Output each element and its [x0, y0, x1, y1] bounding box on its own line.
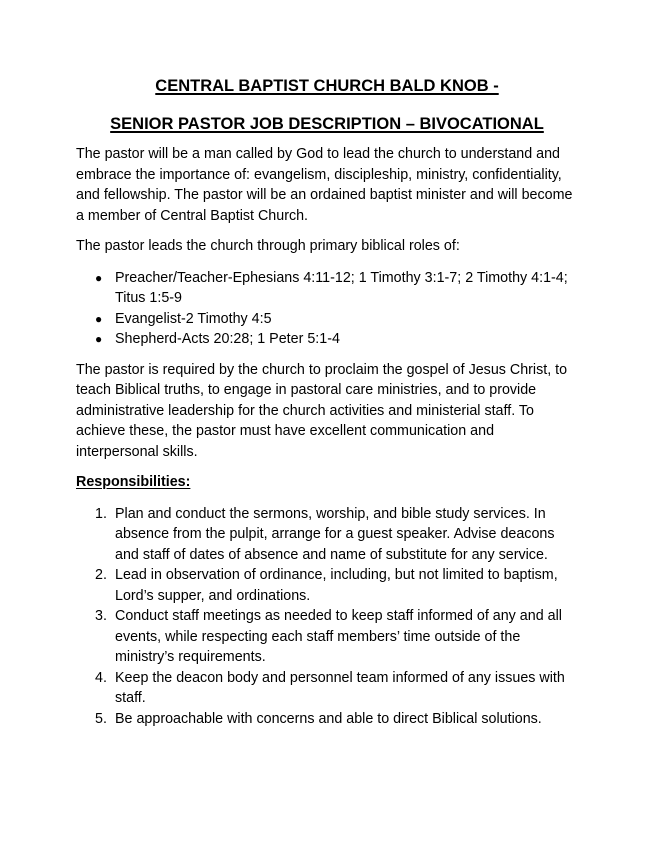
list-item	[76, 268, 578, 309]
item-number: 2.	[95, 567, 107, 583]
document-title-line-2: SENIOR PASTOR JOB DESCRIPTION – BIVOCATIONAL	[110, 115, 544, 133]
document-title-line-1: CENTRAL BAPTIST CHURCH BALD KNOB -	[155, 77, 499, 95]
item-number: 3.	[95, 608, 107, 624]
bullet-icon: ●	[95, 270, 103, 285]
item-number: 4.	[95, 669, 107, 686]
responsibility-text: Plan and conduct the sermons, worship, and bible study services. In absence from the pulpit, arrange for a guest speaker. Advise deacons and staff of dates of absence and name of substitute for any service.	[115, 505, 555, 563]
list-item	[76, 309, 578, 330]
role-text: Preacher/Teacher-Ephesians 4:11-12; 1 Timothy 3:1-7; 2 Timothy 4:1-4; Titus 1:5-9	[115, 269, 568, 306]
roles-intro: The pastor leads the church through primary biblical roles of:	[76, 238, 460, 254]
item-number: 5.	[95, 710, 107, 727]
list-item	[76, 606, 578, 668]
list-item	[76, 504, 578, 566]
roles-list	[76, 268, 578, 350]
responsibilities-heading: Responsibilities:	[76, 474, 191, 490]
bullet-icon: ●	[95, 311, 103, 326]
list-item	[76, 565, 578, 606]
intro-paragraph: The pastor will be a man called by God to lead the church to understand and embrace the importance of: evangelism, discipleship, ministry, confidentiality, and fellowship. The pastor will be an ordained baptist minister and will become a member of Central Baptist Church.	[76, 146, 573, 224]
list-item	[76, 668, 578, 709]
responsibility-text: Be approachable with concerns and able to direct Biblical solutions.	[115, 710, 542, 727]
responsibility-text: Lead in observation of ordinance, including, but not limited to baptism, Lord’s supper, and ordinations.	[115, 567, 558, 604]
list-item	[76, 329, 578, 350]
requirements-paragraph: The pastor is required by the church to proclaim the gospel of Jesus Christ, to teach Biblical truths, to engage in pastoral care ministries, and to provide administrative leadership for the church activities and ministerial staff. To achieve these, the pastor must have excellent communication and interpersonal skills.	[76, 361, 568, 460]
item-number: 1.	[95, 505, 107, 522]
bullet-icon: ●	[95, 332, 103, 346]
role-text: Evangelist-2 Timothy 4:5	[115, 310, 272, 327]
role-text: Shepherd-Acts 20:28; 1 Peter 5:1-4	[115, 331, 340, 347]
responsibilities-list	[76, 504, 578, 730]
list-item	[76, 709, 578, 730]
responsibility-text: Conduct staff meetings as needed to keep staff informed of any and all events, while respecting each staff members’ time outside of the ministry’s requirements.	[115, 608, 562, 665]
responsibility-text: Keep the deacon body and personnel team informed of any issues with staff.	[115, 669, 565, 706]
